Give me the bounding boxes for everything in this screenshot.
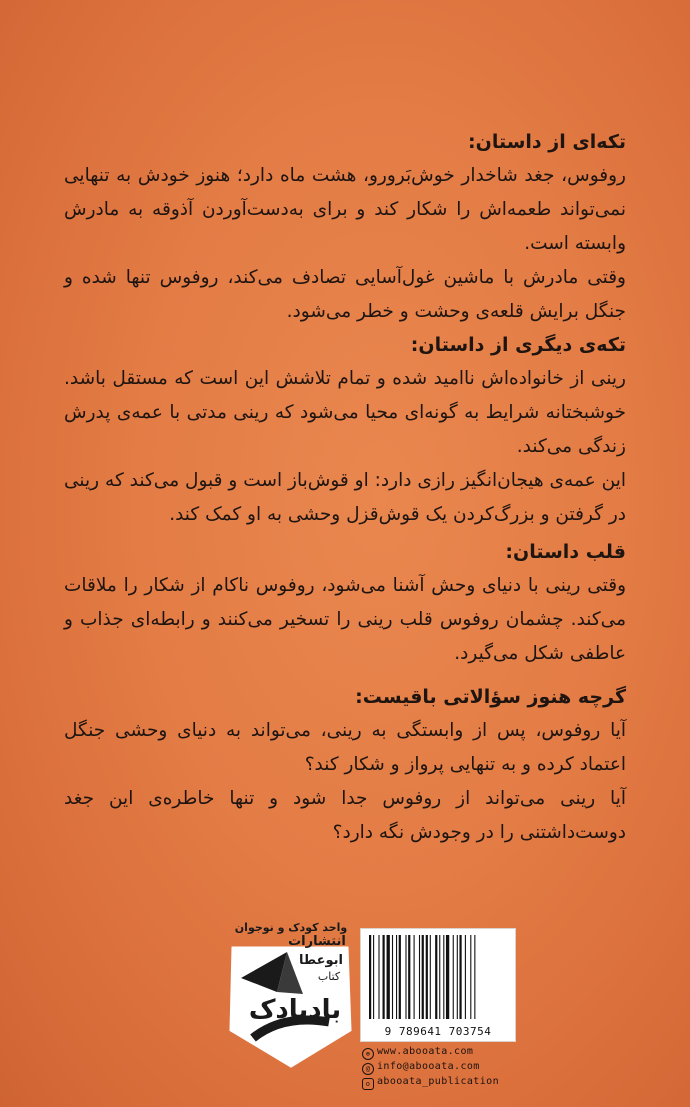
website-contact	[362, 1046, 473, 1060]
publisher-name-line2: ابوعطا	[299, 953, 343, 968]
isbn-number: 9 789641 703754	[384, 1025, 492, 1038]
questions-section	[64, 680, 626, 850]
email-text: info@abooata.com	[377, 1061, 480, 1072]
barcode-bar	[378, 935, 379, 1019]
section-paragraph: آیا رینی می‌تواند از روفوس جدا شود و تنها خاطره‌ی این جغد دوست‌داشتنی را در وجودش نگه دارد؟	[64, 788, 626, 843]
section-paragraph: وقتی رینی با دنیای وحش آشنا می‌شود، روفوس ناکام از شکار را ملاقات می‌کند. چشمان روفوس قلب رینی را تسخیر می‌کنند و رابطه‌ای جذاب و عاطفی شکل می‌گیرد.	[64, 575, 626, 664]
barcode-bar	[443, 935, 444, 1019]
barcode-bar	[399, 935, 401, 1019]
barcode-bar	[430, 935, 431, 1019]
section-paragraph: وقتی مادرش با ماشین غول‌آسایی تصادف می‌کند، روفوس تنها شده و جنگل برایش قلعه‌ی وحشت و خطر می‌شود.	[64, 267, 626, 322]
barcode-bar	[446, 935, 449, 1019]
publisher-imprint: بادبادک	[248, 995, 342, 1025]
instagram-text: abooata_publication	[377, 1076, 499, 1087]
story-excerpt-section-2	[64, 328, 626, 532]
website-text: www.abooata.com	[377, 1046, 474, 1057]
barcode-bar	[369, 935, 371, 1019]
section-heading: گرچه هنوز سؤالاتی باقیست:	[355, 686, 626, 708]
section-paragraph: آیا روفوس، پس از وابستگی به رینی، می‌تواند به دنیای وحشی جنگل اعتماد کرده و به تنهایی پرواز و شکار کند؟	[64, 720, 626, 775]
barcode-bar	[453, 935, 454, 1019]
section-heading: تکه‌ی دیگری از داستان:	[410, 334, 626, 356]
barcode-bar	[435, 935, 437, 1019]
publisher-unit: واحد کودک و نوجوان	[234, 921, 348, 934]
barcode-bar	[465, 935, 466, 1019]
section-paragraph: روفوس، جغد شاخدار خوش‌بَرورو، هشت ماه دارد؛ هنوز خودش به تنهایی نمی‌تواند طعمه‌اش را شکار کند و برای به‌دست‌آوردن آذوقه به مادرش وابسته است.	[64, 165, 626, 254]
publisher-logo	[225, 918, 357, 1070]
story-excerpt-section	[64, 125, 626, 329]
barcode-bars	[367, 935, 509, 1021]
barcode-bar	[419, 935, 420, 1019]
barcode-bar	[474, 935, 475, 1019]
section-paragraph: این عمه‌ی هیجان‌انگیز رازی دارد: او قوش‌باز است و قبول می‌کند که رینی در گرفتن و بزرگ‌کردن یک قوش‌قزل وحشی به او کمک کند.	[64, 470, 626, 525]
barcode-bar	[459, 935, 461, 1019]
barcode-bar	[405, 935, 406, 1019]
barcode-bar	[439, 935, 440, 1019]
instagram-contact	[362, 1076, 499, 1090]
barcode-bar	[414, 935, 415, 1019]
barcode-bar	[396, 935, 397, 1019]
barcode-bar	[408, 935, 410, 1019]
publisher-name-line1: انتشارات	[288, 934, 346, 949]
instagram-icon: o	[362, 1078, 374, 1090]
barcode-bar	[457, 935, 458, 1019]
section-paragraph: رینی از خانواده‌اش ناامید شده و تمام تلاشش این است که مستقل باشد. خوشبختانه شرایط به گونه‌ای محیا می‌شود که رینی مدتی با عمه‌ی پدرش زندگی می‌کند.	[64, 368, 626, 457]
barcode-bar	[392, 935, 393, 1019]
globe-icon: ⊕	[362, 1048, 374, 1060]
isbn-barcode	[360, 928, 516, 1042]
email-icon: @	[362, 1063, 374, 1075]
barcode-bar	[426, 935, 428, 1019]
story-heart-section	[64, 535, 626, 671]
barcode-bar	[422, 935, 424, 1019]
barcode-bar	[470, 935, 471, 1019]
section-heading: تکه‌ای از داستان:	[468, 131, 626, 153]
email-contact	[362, 1061, 480, 1075]
section-heading: قلب داستان:	[505, 541, 626, 563]
barcode-bar	[387, 935, 390, 1019]
barcode-bar	[383, 935, 385, 1019]
publisher-book-word: کتاب	[317, 970, 341, 983]
barcode-bar	[373, 935, 374, 1019]
